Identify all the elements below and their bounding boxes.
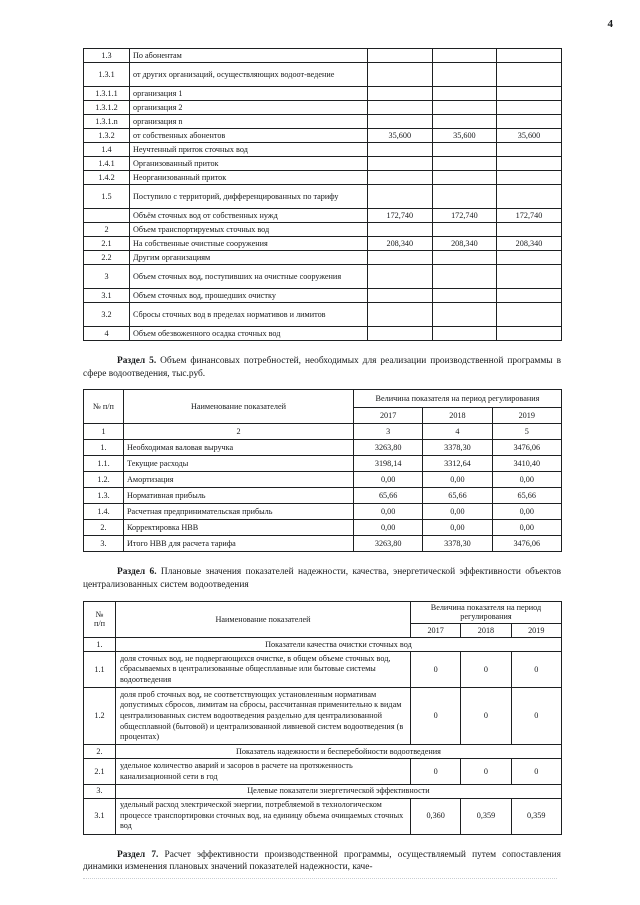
row-label: Поступило с территорий, дифференцированных по тарифу bbox=[130, 185, 368, 209]
table-row bbox=[84, 536, 562, 552]
row-value: 0 bbox=[461, 759, 511, 784]
row-index: 2.2 bbox=[84, 251, 130, 265]
row-value: 208,340 bbox=[497, 237, 562, 251]
table-row bbox=[84, 289, 562, 303]
row-index: 1.3.1.n bbox=[84, 115, 130, 129]
row-label: Объем сточных вод, прошедших очистку bbox=[130, 289, 368, 303]
row-value bbox=[368, 289, 433, 303]
table3-header-name: Наименование показателей bbox=[116, 601, 411, 637]
table-row bbox=[84, 652, 562, 688]
row-label: от других организаций, осуществляющих водоот-ведение bbox=[130, 63, 368, 87]
table3-header-idx bbox=[84, 601, 116, 637]
table2-header-year-2019: 2019 bbox=[492, 408, 561, 424]
row-value bbox=[497, 63, 562, 87]
row-index: 2 bbox=[84, 223, 130, 237]
footer-divider bbox=[83, 878, 557, 879]
table3-header-span-line1: Величина показателя на период bbox=[430, 602, 542, 612]
row-value bbox=[368, 171, 433, 185]
row-index: 1.3.1 bbox=[84, 63, 130, 87]
section-6-paragraph bbox=[83, 566, 561, 591]
row-index: 1.2 bbox=[84, 688, 116, 745]
row-value bbox=[497, 303, 562, 327]
row-label: Объем сточных вод, поступивших на очистные сооружения bbox=[130, 265, 368, 289]
row-label: организация n bbox=[130, 115, 368, 129]
row-value bbox=[497, 101, 562, 115]
table-row bbox=[84, 303, 562, 327]
row-label: Амортизация bbox=[124, 472, 354, 488]
row-value: 3263,80 bbox=[354, 440, 423, 456]
row-index: 3. bbox=[84, 784, 116, 798]
row-value bbox=[432, 63, 497, 87]
row-value bbox=[432, 223, 497, 237]
row-value: 65,66 bbox=[492, 488, 561, 504]
row-index: 1. bbox=[84, 638, 116, 652]
row-value: 208,340 bbox=[368, 237, 433, 251]
row-value bbox=[368, 87, 433, 101]
table-reliability-indicators bbox=[83, 601, 562, 835]
row-label: удельное количество аварий и засоров в расчете на протяженность канализационной сети в год bbox=[116, 759, 411, 784]
row-value: 3198,14 bbox=[354, 456, 423, 472]
row-value bbox=[368, 157, 433, 171]
table-row bbox=[84, 440, 562, 456]
row-index: 1.2. bbox=[84, 472, 124, 488]
row-value bbox=[497, 115, 562, 129]
row-index: 2. bbox=[84, 520, 124, 536]
row-value: 0,00 bbox=[423, 472, 492, 488]
row-label: от собственных абонентов bbox=[130, 129, 368, 143]
row-label: Расчетная предпринимательская прибыль bbox=[124, 504, 354, 520]
row-value bbox=[497, 143, 562, 157]
row-value: 172,740 bbox=[497, 209, 562, 223]
table2-colnum-2: 2 bbox=[124, 424, 354, 440]
section-6-text: Плановые значения показателей надежности, качества, энергетической эффективности объектов централизованных систем водоотведения bbox=[83, 567, 561, 591]
table2-body bbox=[84, 440, 562, 552]
row-index: 3 bbox=[84, 265, 130, 289]
table3-header-year-2019: 2019 bbox=[511, 624, 561, 638]
row-label: Корректировка НВВ bbox=[124, 520, 354, 536]
table3-header-year-2017: 2017 bbox=[411, 624, 461, 638]
row-value: 0 bbox=[461, 688, 511, 745]
table2-header-row-1 bbox=[84, 390, 562, 408]
row-index: 1.3 bbox=[84, 49, 130, 63]
row-value: 0,00 bbox=[492, 520, 561, 536]
row-index: 3.1 bbox=[84, 798, 116, 834]
row-label: Неорганизованный приток bbox=[130, 171, 368, 185]
row-value: 3312,64 bbox=[423, 456, 492, 472]
row-value bbox=[368, 303, 433, 327]
row-value: 0,360 bbox=[411, 798, 461, 834]
row-index: 4 bbox=[84, 327, 130, 341]
row-value bbox=[368, 115, 433, 129]
row-value: 208,340 bbox=[432, 237, 497, 251]
table-row bbox=[84, 488, 562, 504]
row-value: 3410,40 bbox=[492, 456, 561, 472]
row-label: организация 1 bbox=[130, 87, 368, 101]
row-value bbox=[432, 49, 497, 63]
row-value bbox=[432, 143, 497, 157]
table-row bbox=[84, 520, 562, 536]
row-index: 3.2 bbox=[84, 303, 130, 327]
table2-header-name: Наименование показателей bbox=[124, 390, 354, 424]
row-label: Нормативная прибыль bbox=[124, 488, 354, 504]
row-value bbox=[368, 101, 433, 115]
row-value bbox=[368, 251, 433, 265]
row-value bbox=[432, 101, 497, 115]
table3-header-year-2018: 2018 bbox=[461, 624, 511, 638]
section-7-paragraph bbox=[83, 849, 561, 874]
section-7-text: Расчет эффективности производственной программы, осуществляемый путем сопоставления динамики изменения плановых значений показателей надежности, каче- bbox=[83, 849, 561, 873]
table-row bbox=[84, 504, 562, 520]
row-index: 1.4.1 bbox=[84, 157, 130, 171]
row-value: 35,600 bbox=[368, 129, 433, 143]
row-label: Текущие расходы bbox=[124, 456, 354, 472]
row-label: На собственные очистные сооружения bbox=[130, 237, 368, 251]
table2-numbering-row bbox=[84, 424, 562, 440]
row-value: 35,600 bbox=[432, 129, 497, 143]
row-value bbox=[432, 87, 497, 101]
table-row bbox=[84, 101, 562, 115]
row-value: 3476,06 bbox=[492, 440, 561, 456]
row-value bbox=[368, 265, 433, 289]
row-value bbox=[497, 185, 562, 209]
row-value: 0,00 bbox=[354, 472, 423, 488]
row-value: 65,66 bbox=[423, 488, 492, 504]
group-label: Целевые показатели энергетической эффективности bbox=[116, 784, 562, 798]
section-6-lead: Раздел 6. bbox=[117, 567, 157, 578]
table-row bbox=[84, 49, 562, 63]
row-value: 3263,80 bbox=[354, 536, 423, 552]
row-value: 0 bbox=[411, 759, 461, 784]
row-value bbox=[497, 223, 562, 237]
row-value bbox=[368, 327, 433, 341]
table-row bbox=[84, 157, 562, 171]
row-value: 0,00 bbox=[492, 472, 561, 488]
table-group-row bbox=[84, 745, 562, 759]
row-index: 1.3. bbox=[84, 488, 124, 504]
row-value: 0 bbox=[511, 652, 561, 688]
row-value: 0,00 bbox=[354, 520, 423, 536]
row-label: организация 2 bbox=[130, 101, 368, 115]
row-value: 0,00 bbox=[423, 504, 492, 520]
row-value bbox=[497, 265, 562, 289]
table-financial-needs bbox=[83, 389, 562, 552]
row-index: 3. bbox=[84, 536, 124, 552]
row-value: 0 bbox=[411, 688, 461, 745]
table-row bbox=[84, 143, 562, 157]
table-row bbox=[84, 129, 562, 143]
table3-header-idx-line1: № bbox=[95, 609, 104, 619]
section-5-text: Объем финансовых потребностей, необходимых для реализации производственной программы в сфере водоотведения, тыс.руб. bbox=[83, 356, 561, 379]
table-row bbox=[84, 456, 562, 472]
row-index: 1.3.1.1 bbox=[84, 87, 130, 101]
row-label: По абонентам bbox=[130, 49, 368, 63]
table-row bbox=[84, 688, 562, 745]
row-label: удельный расход электрической энергии, потребляемой в технологическом процессе транспортировки сточных вод, на единицу объема очищаемых сточных вод bbox=[116, 798, 411, 834]
table3-header-idx-line2: п/п bbox=[93, 619, 106, 629]
table3-body bbox=[84, 638, 562, 835]
table2-colnum-5: 5 bbox=[492, 424, 561, 440]
table-row bbox=[84, 185, 562, 209]
table2-header-idx: № п/п bbox=[84, 390, 124, 424]
table-row bbox=[84, 87, 562, 101]
row-value: 0,359 bbox=[511, 798, 561, 834]
row-value: 35,600 bbox=[497, 129, 562, 143]
row-value: 65,66 bbox=[354, 488, 423, 504]
row-index: 1.5 bbox=[84, 185, 130, 209]
table-wastewater-volumes bbox=[83, 48, 562, 341]
table3-header-span bbox=[411, 601, 562, 623]
row-label: Сбросы сточных вод в пределах нормативов и лимитов bbox=[130, 303, 368, 327]
row-index: 2. bbox=[84, 745, 116, 759]
row-value bbox=[368, 49, 433, 63]
row-index: 1.4.2 bbox=[84, 171, 130, 185]
row-value: 0 bbox=[461, 652, 511, 688]
row-value bbox=[432, 171, 497, 185]
table-row bbox=[84, 223, 562, 237]
row-index: 1.3.2 bbox=[84, 129, 130, 143]
row-value: 0,359 bbox=[461, 798, 511, 834]
table2-colnum-3: 3 bbox=[354, 424, 423, 440]
table-row bbox=[84, 237, 562, 251]
row-index: 3.1 bbox=[84, 289, 130, 303]
table-row bbox=[84, 265, 562, 289]
table-row bbox=[84, 759, 562, 784]
row-value: 0 bbox=[411, 652, 461, 688]
table-row bbox=[84, 171, 562, 185]
row-value bbox=[432, 157, 497, 171]
row-value: 0 bbox=[511, 688, 561, 745]
table2-header-year-2018: 2018 bbox=[423, 408, 492, 424]
group-label: Показатель надежности и бесперебойности водоотведения bbox=[116, 745, 562, 759]
row-label: Другим организациям bbox=[130, 251, 368, 265]
row-value: 0,00 bbox=[423, 520, 492, 536]
table-row bbox=[84, 63, 562, 87]
page-content bbox=[83, 48, 561, 883]
row-label: доля сточных вод, не подвергающихся очистке, в общем объеме сточных вод, сбрасываемых в централизованные общесплавные или бытовые системы водоотведения bbox=[116, 652, 411, 688]
row-value bbox=[432, 265, 497, 289]
row-index: 1.4 bbox=[84, 143, 130, 157]
row-value: 0,00 bbox=[492, 504, 561, 520]
row-value bbox=[432, 327, 497, 341]
table-row bbox=[84, 251, 562, 265]
row-label: Неучтенный приток сточных вод bbox=[130, 143, 368, 157]
row-label: Объем обезвоженного осадка сточных вод bbox=[130, 327, 368, 341]
row-label: Объём сточных вод от собственных нужд bbox=[130, 209, 368, 223]
table2-colnum-4: 4 bbox=[423, 424, 492, 440]
table-row bbox=[84, 115, 562, 129]
row-value bbox=[368, 63, 433, 87]
row-index: 2.1 bbox=[84, 759, 116, 784]
row-value: 0,00 bbox=[354, 504, 423, 520]
row-value bbox=[497, 251, 562, 265]
row-label: Организованный приток bbox=[130, 157, 368, 171]
row-value bbox=[497, 87, 562, 101]
row-value: 172,740 bbox=[368, 209, 433, 223]
row-value: 3378,30 bbox=[423, 440, 492, 456]
row-index: 1. bbox=[84, 440, 124, 456]
row-index: 1.1. bbox=[84, 456, 124, 472]
page-number: 4 bbox=[607, 18, 613, 30]
table3-header-row-1 bbox=[84, 601, 562, 623]
table2-colnum-1: 1 bbox=[84, 424, 124, 440]
row-value bbox=[432, 303, 497, 327]
row-value bbox=[432, 185, 497, 209]
table-row bbox=[84, 209, 562, 223]
row-label: доля проб сточных вод, не соответствующих установленным нормативам допустимых сбросов, лимитам на сбросы, рассчитанная применительно к видам централизованных систем водоотведения раздельно для централизованной общесплавной (бытовой) и централизованной ливневой систем водоотведения (в процентах) bbox=[116, 688, 411, 745]
row-value bbox=[368, 223, 433, 237]
table-group-row bbox=[84, 638, 562, 652]
row-label: Объем транспортируемых сточных вод bbox=[130, 223, 368, 237]
table-group-row bbox=[84, 784, 562, 798]
row-value bbox=[368, 185, 433, 209]
group-label: Показатели качества очистки сточных вод bbox=[116, 638, 562, 652]
row-value bbox=[432, 115, 497, 129]
row-index bbox=[84, 209, 130, 223]
row-index: 1.3.1.2 bbox=[84, 101, 130, 115]
row-value bbox=[368, 143, 433, 157]
section-7-lead: Раздел 7. bbox=[117, 849, 159, 860]
row-value bbox=[497, 157, 562, 171]
row-value bbox=[432, 289, 497, 303]
row-value: 172,740 bbox=[432, 209, 497, 223]
table3-header-span-line2: регулирования bbox=[460, 612, 512, 622]
row-value: 3378,30 bbox=[423, 536, 492, 552]
row-label: Итого НВВ для расчета тарифа bbox=[124, 536, 354, 552]
table2-header-span: Величина показателя на период регулирования bbox=[354, 390, 562, 408]
row-label: Необходимая валовая выручка bbox=[124, 440, 354, 456]
table1-body bbox=[84, 49, 562, 341]
row-value bbox=[497, 49, 562, 63]
table-row bbox=[84, 472, 562, 488]
row-value bbox=[497, 327, 562, 341]
section-5-lead: Раздел 5. bbox=[117, 356, 157, 366]
row-value bbox=[497, 289, 562, 303]
row-value bbox=[497, 171, 562, 185]
table-row bbox=[84, 327, 562, 341]
table-row bbox=[84, 798, 562, 834]
row-value: 3476,06 bbox=[492, 536, 561, 552]
row-value bbox=[432, 251, 497, 265]
section-5-paragraph bbox=[83, 355, 561, 380]
row-value: 0 bbox=[511, 759, 561, 784]
table2-header-year-2017: 2017 bbox=[354, 408, 423, 424]
row-index: 1.1 bbox=[84, 652, 116, 688]
row-index: 1.4. bbox=[84, 504, 124, 520]
row-index: 2.1 bbox=[84, 237, 130, 251]
